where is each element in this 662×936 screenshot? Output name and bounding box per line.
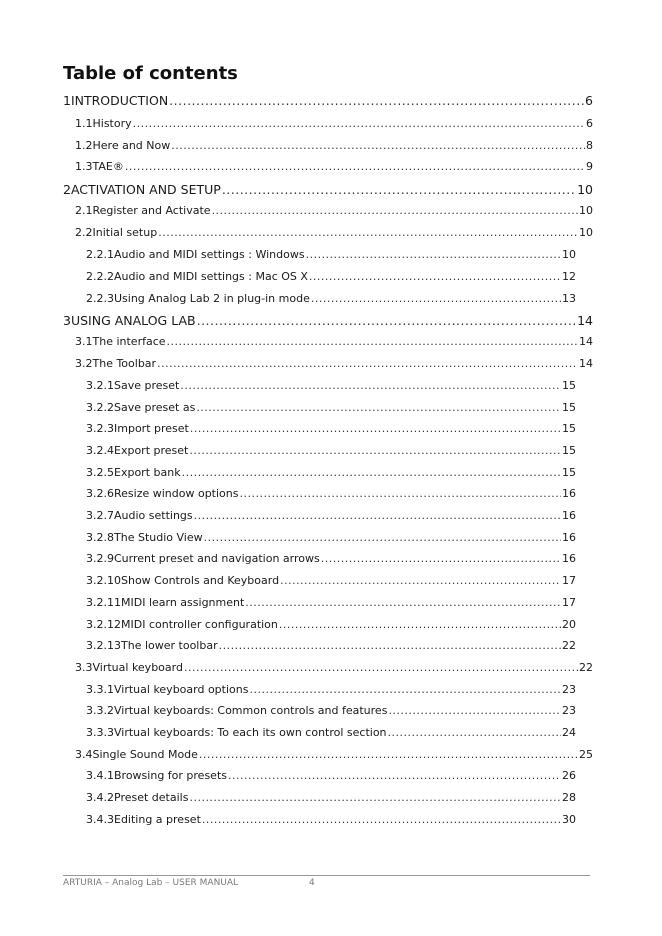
toc-entry-title: Save preset as [114, 401, 196, 414]
toc-entry-title: MIDI learn assignment [121, 596, 245, 609]
toc-leader-dots [199, 748, 578, 761]
toc-entry-number: 3.2.8 [86, 531, 114, 544]
toc-entry-page: 14 [577, 313, 593, 328]
toc-entry-number: 3.2.12 [86, 618, 121, 631]
toc-entry-page: 20 [562, 618, 576, 631]
toc-leader-dots [228, 769, 561, 782]
toc-entry[interactable] [86, 487, 576, 500]
toc-entry[interactable] [86, 270, 576, 283]
toc-leader-dots [182, 466, 561, 479]
toc-entry-number: 3.2.11 [86, 596, 121, 609]
toc-entry-number: 3.3.1 [86, 683, 114, 696]
toc-entry-title: Export preset [114, 444, 189, 457]
toc-entry-number: 2.2.2 [86, 270, 114, 283]
toc-entry-title: Initial setup [92, 226, 158, 239]
toc-leader-dots [204, 531, 561, 544]
toc-entry-number: 3.2.10 [86, 574, 121, 587]
toc-leader-dots [197, 313, 577, 328]
toc-entry-number: 3.3 [75, 661, 93, 674]
toc-leader-dots [171, 139, 585, 152]
toc-entry-page: 24 [562, 726, 576, 739]
toc-leader-dots [157, 357, 578, 370]
toc-leader-dots [309, 270, 561, 283]
toc-leader-dots [222, 182, 576, 197]
toc-entry-title: Virtual keyboard [92, 661, 183, 674]
toc-entry-page: 8 [586, 139, 593, 152]
toc-entry[interactable] [86, 531, 576, 544]
toc-entry-number: 1.2 [75, 139, 93, 152]
toc-entry-number: 3 [63, 313, 71, 328]
toc-entry-title: Audio and MIDI settings : Windows [114, 248, 305, 261]
toc-leader-dots [311, 292, 561, 305]
toc-entry-page: 17 [562, 574, 576, 587]
toc-leader-dots [280, 574, 561, 587]
toc-leader-dots [388, 704, 561, 717]
toc-entry-page: 10 [562, 248, 576, 261]
toc-entry-number: 3.2.4 [86, 444, 114, 457]
toc-entry-page: 30 [562, 813, 576, 826]
toc-entry-title: Virtual keyboard options [114, 683, 249, 696]
toc-entry[interactable] [86, 618, 576, 631]
toc-leader-dots [279, 618, 561, 631]
toc-entry-number: 3.2 [75, 357, 93, 370]
toc-entry-page: 16 [562, 509, 576, 522]
toc-entry-title: Resize window options [114, 487, 239, 500]
toc-entry-number: 3.2.7 [86, 509, 114, 522]
toc-entry-title: Using Analog Lab 2 in plug-in mode [114, 292, 310, 305]
toc-leader-dots [306, 248, 561, 261]
toc-entry-title: Current preset and navigation arrows [114, 552, 320, 565]
toc-entry-title: Show Controls and Keyboard [121, 574, 280, 587]
toc-entry[interactable] [63, 93, 593, 108]
toc-leader-dots [249, 683, 561, 696]
toc-entry-title: Export bank [114, 466, 181, 479]
toc-entry-title: Audio and MIDI settings : Mac OS X [114, 270, 308, 283]
toc-entry-page: 16 [562, 531, 576, 544]
toc-entry-page: 15 [562, 444, 576, 457]
toc-entry[interactable] [75, 160, 593, 173]
toc-entry-title: The Studio View [114, 531, 203, 544]
toc-leader-dots [321, 552, 561, 565]
toc-entry-title: Here and Now [92, 139, 171, 152]
toc-leader-dots [212, 204, 578, 217]
toc-entry-page: 6 [585, 93, 593, 108]
toc-leader-dots [202, 813, 561, 826]
toc-entry-page: 14 [579, 335, 593, 348]
toc-entry[interactable] [86, 596, 576, 609]
toc-entry-page: 14 [579, 357, 593, 370]
toc-entry-number: 1.3 [75, 160, 93, 173]
toc-entry[interactable] [86, 769, 576, 782]
toc-entry-number: 2.2.3 [86, 292, 114, 305]
toc-entry[interactable] [86, 813, 576, 826]
toc-leader-dots [125, 160, 585, 173]
toc-entry-title: INTRODUCTION [70, 93, 169, 108]
toc-entry-page: 22 [562, 639, 576, 652]
toc-entry-title: USING ANALOG LAB [70, 313, 196, 328]
toc-entry[interactable] [86, 704, 576, 717]
footer-page-number: 4 [309, 878, 315, 888]
toc-entry[interactable] [75, 117, 593, 130]
toc-leader-dots [169, 93, 584, 108]
toc-entry-number: 2.1 [75, 204, 93, 217]
toc-entry-title: History [92, 117, 132, 130]
toc-entry-page: 10 [577, 182, 593, 197]
toc-entry-page: 13 [562, 292, 576, 305]
toc-entry-title: MIDI controller configuration [121, 618, 278, 631]
toc-entry-title: Virtual keyboards: To each its own control section [114, 726, 387, 739]
toc-entry-page: 15 [562, 422, 576, 435]
toc-entry-page: 6 [586, 117, 593, 130]
toc-entry-number: 3.2.2 [86, 401, 114, 414]
toc-entry[interactable] [75, 748, 593, 761]
toc-entry-number: 3.2.3 [86, 422, 114, 435]
toc-entry-number: 1.1 [75, 117, 93, 130]
toc-leader-dots [184, 661, 578, 674]
toc-entry[interactable] [86, 466, 576, 479]
toc-entry-title: Editing a preset [114, 813, 201, 826]
toc-leader-dots [189, 444, 561, 457]
toc-entry[interactable] [75, 204, 593, 217]
toc-entry-number: 2.2 [75, 226, 93, 239]
toc-entry[interactable] [86, 379, 576, 392]
toc-entry-page: 25 [579, 748, 593, 761]
toc-entry-page: 9 [586, 160, 593, 173]
toc-entry[interactable] [86, 552, 576, 565]
toc-entry-number: 3.2.9 [86, 552, 114, 565]
toc-entry[interactable] [75, 335, 593, 348]
footer-text: ARTURIA – Analog Lab – USER MANUAL [63, 878, 239, 888]
toc-entry-page: 16 [562, 487, 576, 500]
toc-entry-page: 15 [562, 466, 576, 479]
toc-entry-number: 3.1 [75, 335, 93, 348]
toc-entry[interactable] [75, 226, 593, 239]
toc-entry-title: TAE® [92, 160, 124, 173]
toc-leader-dots [388, 726, 561, 739]
toc-entry[interactable] [75, 139, 593, 152]
toc-entry-page: 17 [562, 596, 576, 609]
toc-leader-dots [167, 335, 578, 348]
toc-entry-title: The lower toolbar [121, 639, 218, 652]
toc-leader-dots [194, 509, 561, 522]
toc-entry-number: 1 [63, 93, 71, 108]
toc-entry-number: 3.2.6 [86, 487, 114, 500]
toc-entry[interactable] [75, 661, 593, 674]
toc-entry[interactable] [63, 182, 593, 197]
toc-entry-page: 12 [562, 270, 576, 283]
toc-entry[interactable] [63, 313, 593, 328]
toc-entry-page: 23 [562, 683, 576, 696]
toc-entry-title: Virtual keyboards: Common controls and features [114, 704, 388, 717]
toc-entry[interactable] [86, 444, 576, 457]
toc-entry[interactable] [86, 401, 576, 414]
toc-entry-title: Browsing for presets [114, 769, 227, 782]
footer-divider [63, 875, 590, 876]
toc-entry-number: 3.2.13 [86, 639, 121, 652]
toc-leader-dots [240, 487, 562, 500]
toc-entry-page: 15 [562, 379, 576, 392]
toc-entry[interactable] [86, 422, 576, 435]
toc-entry[interactable] [75, 357, 593, 370]
toc-entry-page: 22 [579, 661, 593, 674]
toc-leader-dots [245, 596, 561, 609]
toc-entry[interactable] [86, 292, 576, 305]
toc-entry[interactable] [86, 248, 576, 261]
toc-entry-title: Single Sound Mode [92, 748, 198, 761]
toc-entry-number: 3.3.2 [86, 704, 114, 717]
toc-entry-page: 23 [562, 704, 576, 717]
toc-leader-dots [219, 639, 561, 652]
toc-entry-title: Preset details [114, 791, 189, 804]
toc-entry-number: 3.4.3 [86, 813, 114, 826]
toc-entry-number: 2 [63, 182, 71, 197]
toc-entry[interactable] [86, 683, 576, 696]
toc-entry-page: 10 [579, 204, 593, 217]
toc-entry-title: Audio settings [114, 509, 193, 522]
toc-entry[interactable] [86, 509, 576, 522]
toc-leader-dots [133, 117, 585, 130]
toc-leader-dots [190, 422, 561, 435]
toc-leader-dots [196, 401, 561, 414]
toc-leader-dots [180, 379, 561, 392]
toc-entry-title: The Toolbar [92, 357, 157, 370]
toc-entry[interactable] [86, 639, 576, 652]
toc-entry-title: The interface [92, 335, 166, 348]
toc-entry-number: 3.4.2 [86, 791, 114, 804]
toc-entry-number: 3.4 [75, 748, 93, 761]
toc-entry-page: 15 [562, 401, 576, 414]
toc-leader-dots [189, 791, 561, 804]
toc-entry-page: 26 [562, 769, 576, 782]
toc-entry[interactable] [86, 726, 576, 739]
toc-entry-page: 16 [562, 552, 576, 565]
toc-entry[interactable] [86, 574, 576, 587]
toc-entry-number: 3.2.5 [86, 466, 114, 479]
toc-entry-number: 2.2.1 [86, 248, 114, 261]
toc-entry-number: 3.4.1 [86, 769, 114, 782]
page-title: Table of contents [63, 63, 238, 84]
toc-entry-number: 3.3.3 [86, 726, 114, 739]
toc-entry-title: Save preset [114, 379, 180, 392]
toc-entry-number: 3.2.1 [86, 379, 114, 392]
toc-entry-title: Register and Activate [92, 204, 211, 217]
toc-entry[interactable] [86, 791, 576, 804]
toc-entry-title: Import preset [114, 422, 189, 435]
toc-entry-title: ACTIVATION AND SETUP [70, 182, 221, 197]
toc-entry-page: 10 [579, 226, 593, 239]
toc-entry-page: 28 [562, 791, 576, 804]
toc-leader-dots [158, 226, 578, 239]
